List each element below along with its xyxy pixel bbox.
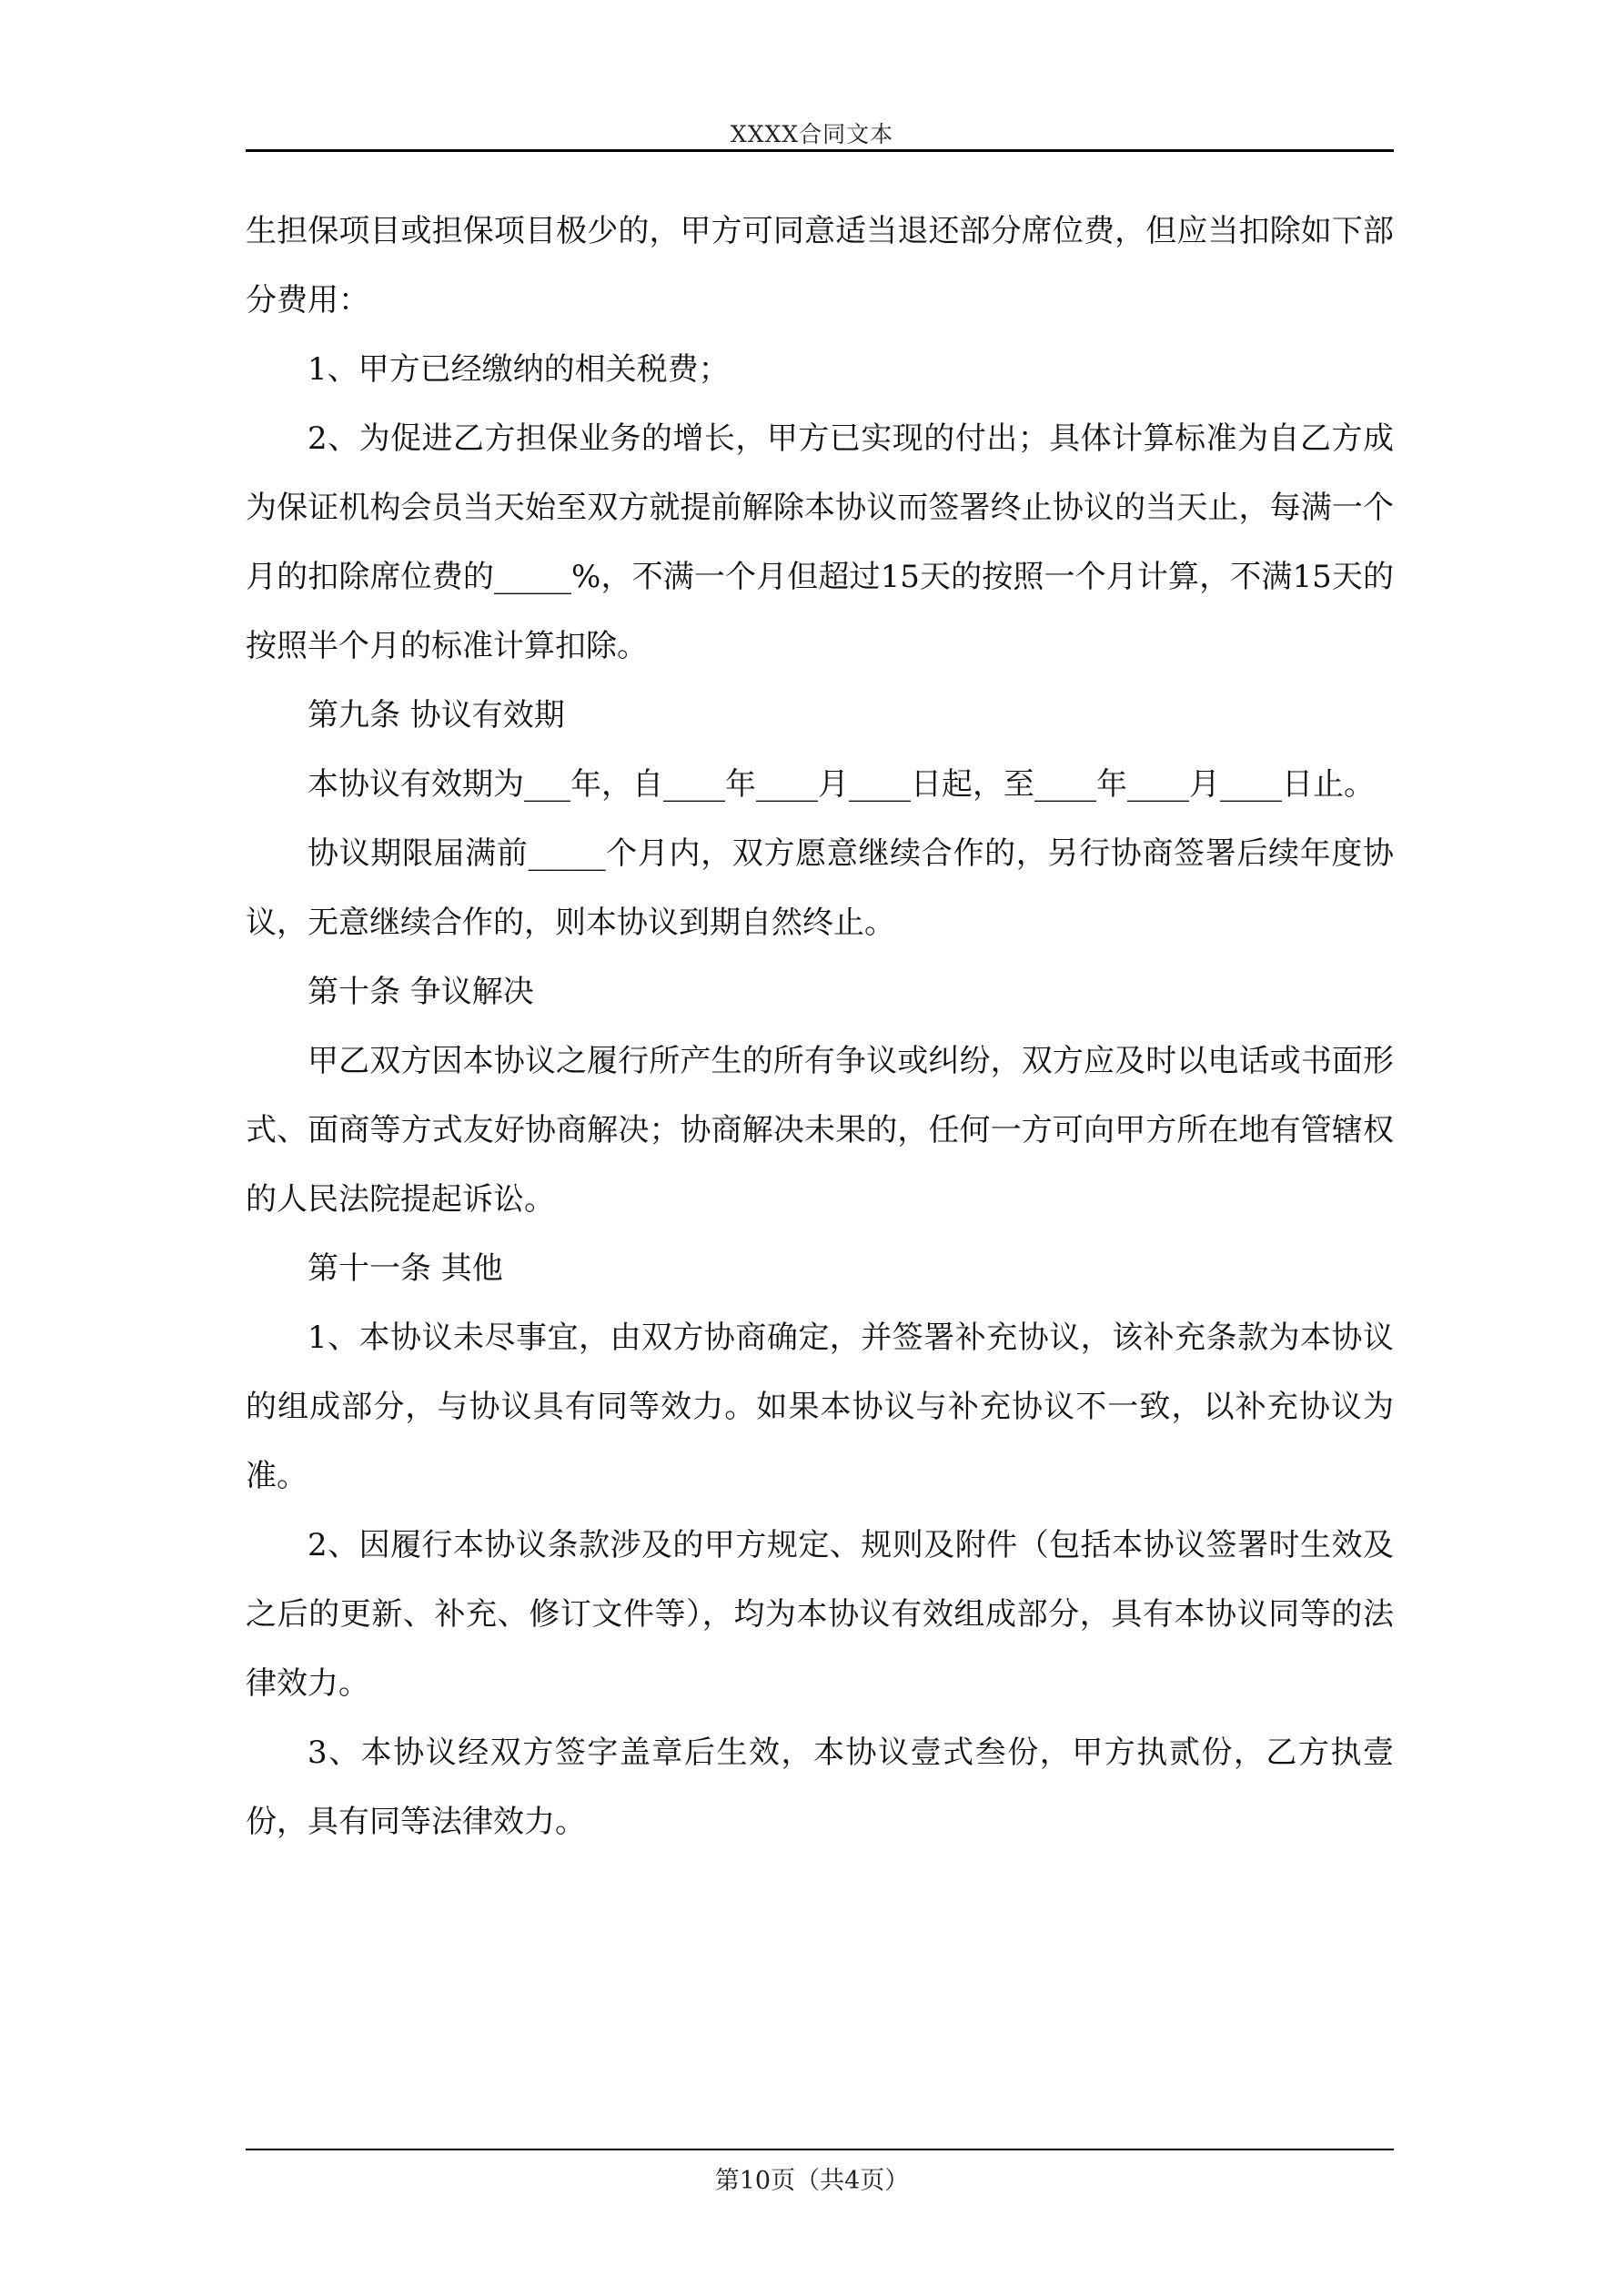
paragraph-renewal: 协议期限届满前_____个月内，双方愿意继续合作的，另行协商签署后续年度协议，无意继续合作的，则本协议到期自然终止。	[246, 835, 1394, 941]
paragraph-item-2: 2、为促进乙方担保业务的增长，甲方已实现的付出；具体计算标准为自乙方成为保证机构会员当天始至双方就提前解除本协议而签署终止协议的当天止，每满一个月的扣除席位费的_____%，不满一个月但超过15天的按照一个月计算，不满15天的按照半个月的标准计算扣除。	[246, 420, 1394, 664]
paragraph-other-1: 1、本协议未尽事宜，由双方协商确定，并签署补充协议，该补充条款为本协议的组成部分，与协议具有同等效力。如果本协议与补充协议不一致，以补充协议为准。	[246, 1320, 1394, 1494]
paragraph-term: 本协议有效期为___年，自____年____月____日起，至____年____月____日止。	[308, 766, 1375, 803]
header-divider	[246, 149, 1394, 152]
paragraph-other-2: 2、因履行本协议条款涉及的甲方规定、规则及附件（包括本协议签署时生效及之后的更新、补充、修订文件等），均为本协议有效组成部分，具有本协议同等的法律效力。	[246, 1527, 1394, 1702]
page-number: 第10页（共4页）	[714, 2167, 910, 2195]
paragraph-continuation: 生担保项目或担保项目极少的，甲方可同意适当退还部分席位费，但应当扣除如下部分费用：	[246, 213, 1394, 319]
paragraph-item-1: 1、甲方已经缴纳的相关税费；	[308, 351, 730, 388]
page-header-title: XXXX合同文本	[730, 121, 894, 147]
document-body	[246, 197, 1394, 1856]
article-9-heading: 第九条 协议有效期	[308, 697, 565, 733]
footer-divider	[246, 2149, 1394, 2150]
paragraph-other-3: 3、本协议经双方签字盖章后生效，本协议壹式叁份，甲方执贰份，乙方执壹份，具有同等法律效力。	[246, 1735, 1394, 1840]
paragraph-dispute: 甲乙双方因本协议之履行所产生的所有争议或纠纷，双方应及时以电话或书面形式、面商等方式友好协商解决；协商解决未果的，任何一方可向甲方所在地有管辖权的人民法院提起诉讼。	[246, 1043, 1394, 1218]
article-11-heading: 第十一条 其他	[308, 1250, 503, 1287]
article-10-heading: 第十条 争议解决	[308, 974, 534, 1010]
